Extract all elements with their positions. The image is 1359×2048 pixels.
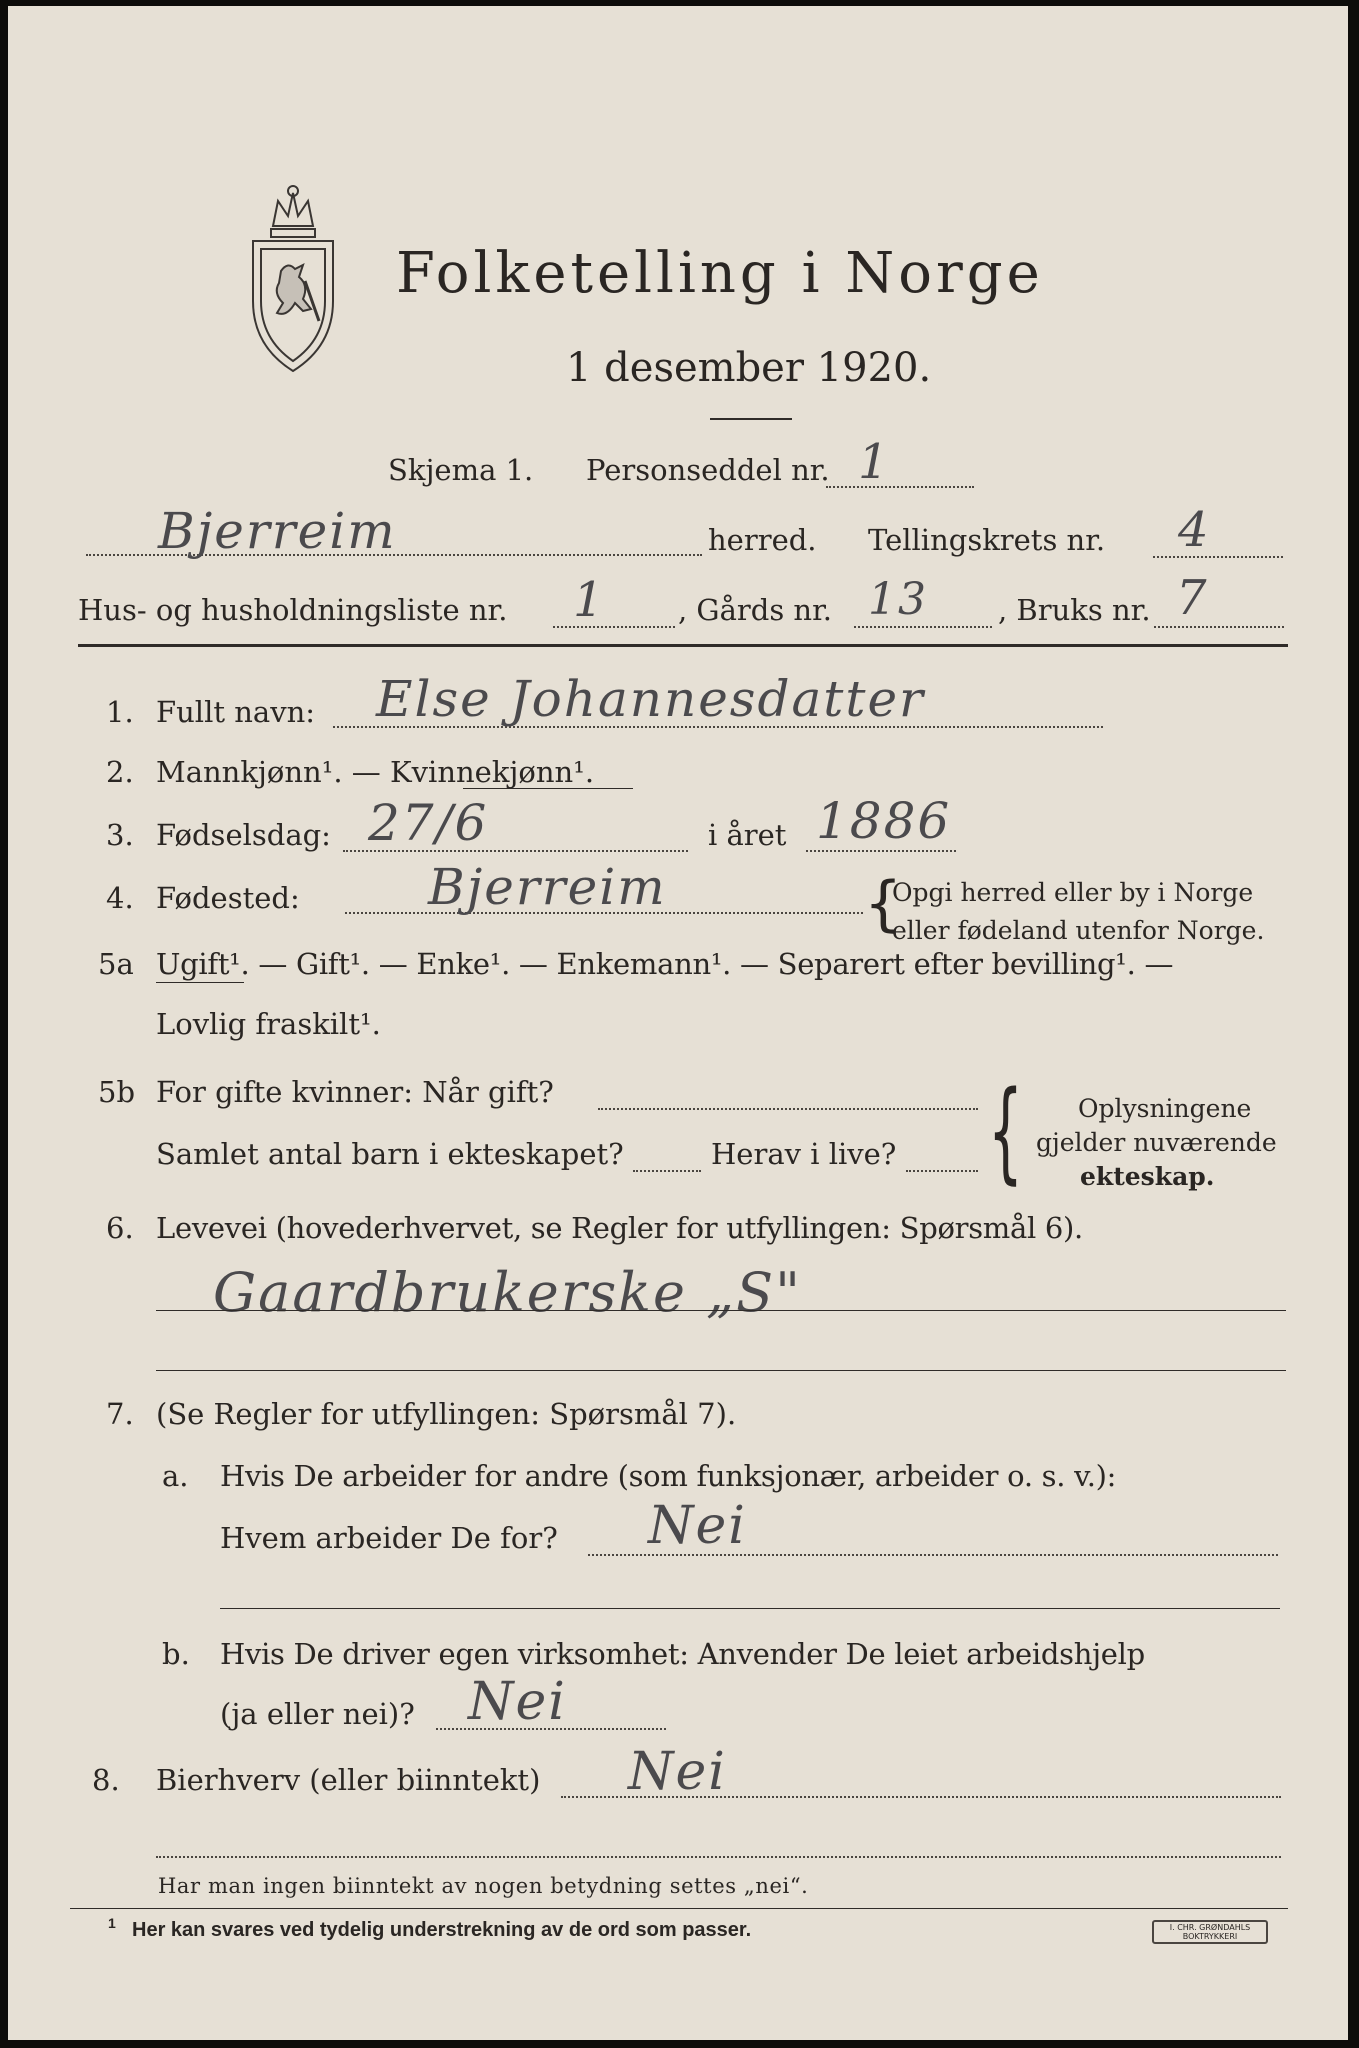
footnote-text: Her kan svares ved tydelig understrekning av de ord som passer. [132,1919,752,1941]
hus-value: 1 [573,572,606,628]
q3-label: Fødselsdag: [156,818,331,852]
gards-field-line[interactable] [854,626,992,628]
q7a-line2: Hvem arbeider De for? [220,1521,558,1555]
q7b-line2: (ja eller nei)? [220,1697,415,1731]
q5b-alive-field-line[interactable] [906,1170,978,1172]
q2-underline-kvinnekjonn [463,788,633,789]
q6-answer-line-2[interactable] [156,1370,1286,1371]
hus-field-line[interactable] [553,626,675,628]
q4-value: Bjerreim [428,858,667,916]
herred-value: Bjerreim [158,502,397,560]
q7-number: 7. [106,1397,134,1431]
personseddel-value: 1 [858,434,891,490]
q7a-letter: a. [162,1459,189,1493]
q6-label: Levevei (hovederhvervet, se Regler for utfyllingen: Spørsmål 6). [156,1211,1083,1245]
q5a-number: 5a [98,947,134,981]
q7a-value: Nei [648,1496,747,1556]
norwegian-coat-of-arms-icon [233,181,353,381]
q5b-married-field-line[interactable] [598,1108,978,1110]
bruks-label: , Bruks nr. [998,593,1151,627]
census-form-page [8,6,1348,2040]
schema-label: Skjema 1. [388,453,534,487]
printer-stamp-line2: BOKTRYKKERI [1182,1932,1238,1941]
q3-value: 27/6 [368,794,489,852]
q7a-answer-line-2[interactable] [220,1608,1280,1609]
q7b-letter: b. [162,1637,190,1671]
q8-label: Bierhverv (eller biinntekt) [156,1763,541,1797]
q6-answer-line[interactable] [156,1310,1286,1311]
q6-number: 6. [106,1211,134,1245]
q5b-note-line1: Oplysningene [1078,1094,1252,1123]
income-note: Har man ingen biinntekt av nogen betydning settes „nei“. [158,1874,809,1898]
tellingskrets-label: Tellingskrets nr. [868,523,1106,557]
q5a-line1: Ugift¹. — Gift¹. — Enke¹. — Enkemann¹. — Separert efter bevilling¹. — [156,947,1174,981]
q4-label: Fødested: [156,881,300,915]
q7b-line1: Hvis De driver egen virksomhet: Anvender De leiet arbeidshjelp [220,1637,1145,1671]
q6-value: Gaardbrukerske „S" [213,1261,802,1324]
gards-value: 13 [868,574,928,625]
tellingskrets-field-line[interactable] [1153,556,1283,558]
q2-label: Mannkjønn¹. — Kvinnekjønn¹. [156,755,595,789]
q7a-line1: Hvis De arbeider for andre (som funksjonær, arbeider o. s. v.): [220,1459,1117,1493]
header-divider [78,644,1288,647]
printer-stamp-line1: I. CHR. GRØNDAHLS [1169,1923,1251,1932]
q4-number: 4. [106,881,134,915]
q3-year-field-line[interactable] [806,850,956,852]
personseddel-label: Personseddel nr. [586,453,830,487]
q1-label: Fullt navn: [156,695,316,729]
herred-label: herred. [708,523,817,557]
q4-note-line2: eller fødeland utenfor Norge. [892,916,1265,945]
q5b-note-line3: ekteskap. [1080,1162,1215,1191]
personseddel-field-line[interactable] [826,486,974,488]
footnote-divider [70,1908,1288,1909]
q5b-alive-label: Herav i live? [711,1137,897,1171]
q8-value: Nei [628,1742,727,1802]
q5a-underline-ugift [156,982,244,983]
bruks-value: 7 [1176,570,1209,626]
q1-value: Else Johannesdatter [376,670,925,728]
q8-number: 8. [92,1763,120,1797]
q4-note-brace: { [864,869,903,939]
bruks-field-line[interactable] [1154,626,1284,628]
q1-number: 1. [106,695,134,729]
q3-year-label: i året [708,818,787,852]
q5b-number: 5b [98,1075,136,1109]
census-date: 1 desember 1920. [566,345,932,391]
q8-field-line-2[interactable] [156,1856,1281,1858]
q3-number: 3. [106,818,134,852]
gards-label: , Gårds nr. [678,593,832,627]
tellingskrets-value: 4 [1178,502,1211,558]
printer-stamp [1152,1920,1268,1944]
q5b-children-field-line[interactable] [633,1170,701,1172]
q5b-note-brace: { [988,1067,1023,1195]
title-divider [710,418,792,420]
page-title: Folketelling i Norge [396,241,1044,306]
q5b-note-line2: gjelder nuværende [1036,1128,1277,1157]
footnote-mark: 1 [108,1915,116,1931]
q5b-married-label: For gifte kvinner: Når gift? [156,1075,554,1109]
q3-year-value: 1886 [816,792,952,850]
hus-label: Hus- og husholdningsliste nr. [78,593,508,627]
q7-label: (Se Regler for utfyllingen: Spørsmål 7). [156,1397,737,1431]
q5a-line2: Lovlig fraskilt¹. [156,1007,381,1041]
q4-note-line1: Opgi herred eller by i Norge [892,878,1254,907]
q2-number: 2. [106,755,134,789]
q7b-value: Nei [468,1672,567,1732]
q5b-children-label: Samlet antal barn i ekteskapet? [156,1137,624,1171]
